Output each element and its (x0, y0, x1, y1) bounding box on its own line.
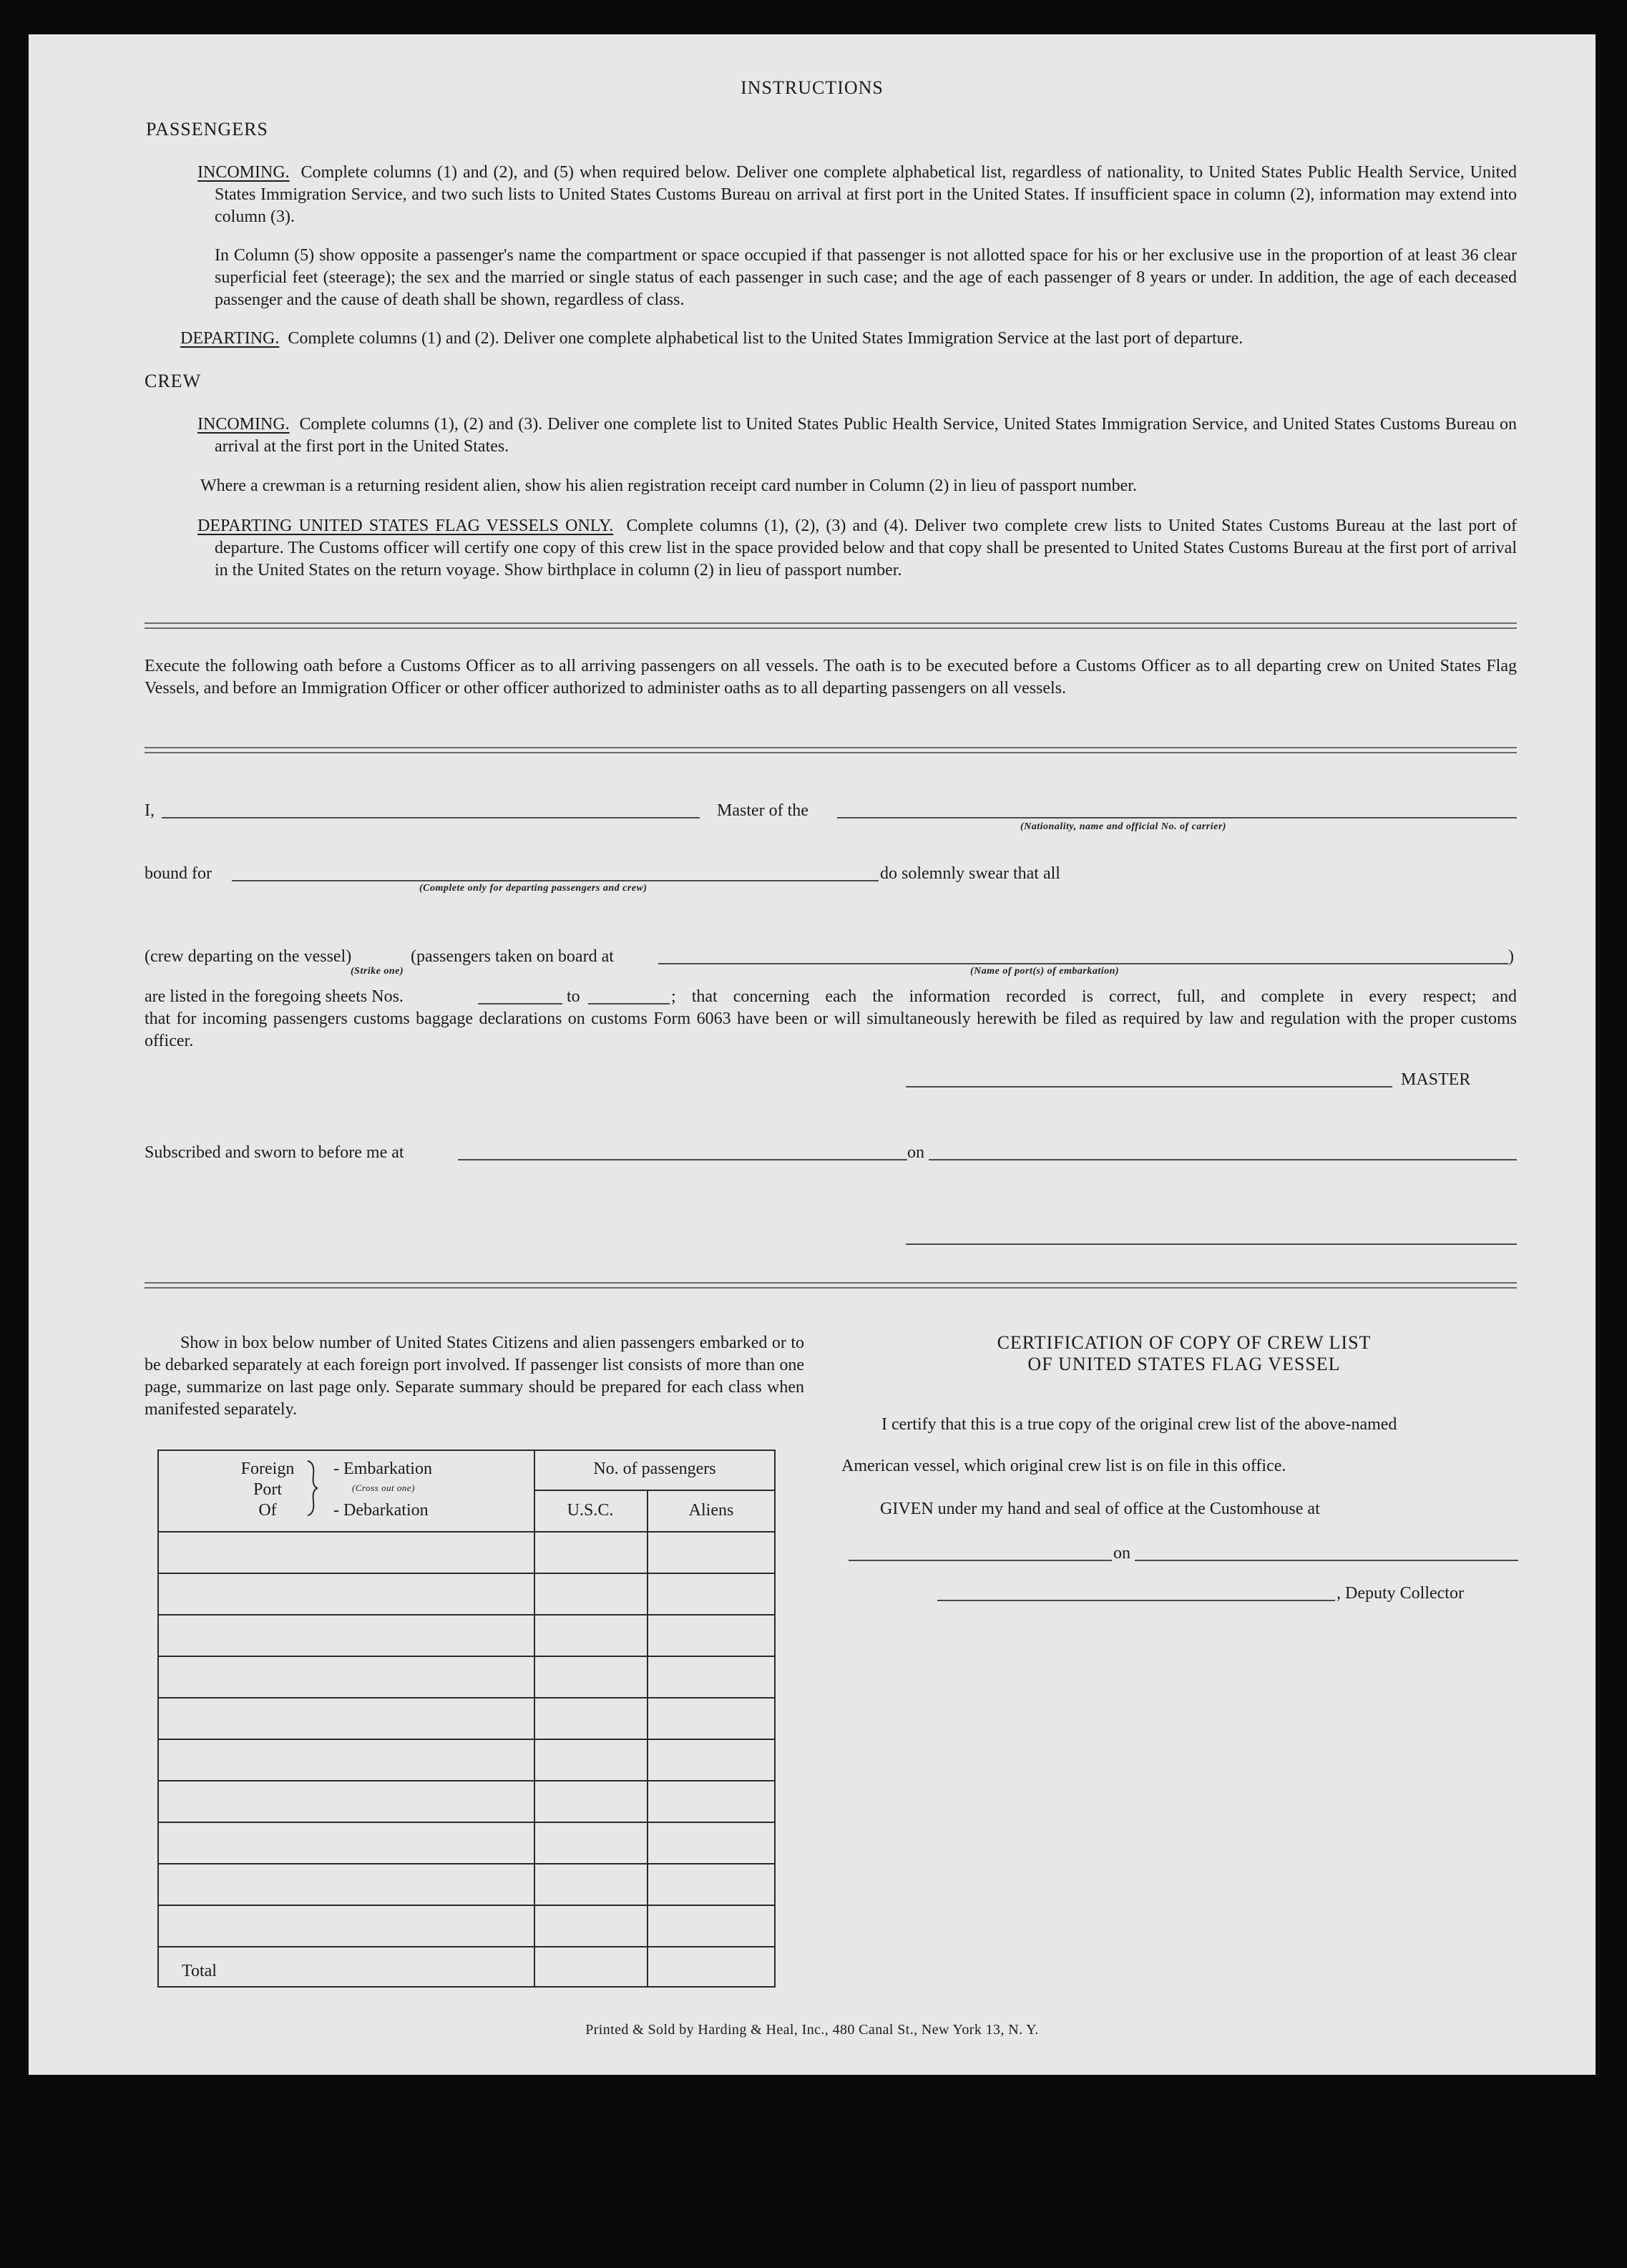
table-row-line (157, 1863, 776, 1864)
summary-divider (145, 1282, 1517, 1289)
table-row-line (157, 1905, 776, 1906)
listed-continued: that for incoming passengers customs baggage declarations on customs Form 6063 have been or will simultaneously herewith be filed as required by law and regulation with the proper customs officer. (145, 1010, 1517, 1050)
certify-text: I certify that this is a true copy of the original crew list of the above-named (881, 1415, 1397, 1434)
col-port-label: Port (253, 1480, 282, 1499)
bound-for-hint: (Complete only for departing passengers and crew) (419, 883, 648, 894)
ports-hint: (Name of port(s) of embarkation) (970, 966, 1120, 977)
master-signature-label: MASTER (1401, 1070, 1471, 1089)
strike-one-hint: (Strike one) (351, 966, 404, 977)
col-of-label: Of (258, 1501, 277, 1520)
embarkation-ports-field[interactable] (658, 963, 1508, 964)
listed-suffix: ; that concerning each the information recorded is correct, full, and complete in every respect; and (671, 987, 1517, 1006)
debarkation-option: - Debarkation (333, 1501, 429, 1520)
oath-i-label: I, (145, 801, 155, 820)
passengers-heading: PASSENGERS (146, 119, 268, 140)
subscribed-label: Subscribed and sworn to before me at (145, 1143, 404, 1162)
departing-us-text: Complete columns (1), (2), (3) and (4). Deliver two complete crew lists to United States Customs Bureau at the last port of departure. The Customs officer will certify one copy of this crew list in the space provided below and that copy shall be presented to United States Customs Bureau at the first port of arrival in the United States on the return voyage. Show birthplace in column (2) in lieu of passport number. (215, 517, 1517, 580)
instructions-title: INSTRUCTIONS (741, 77, 884, 98)
table-row-line (157, 1697, 776, 1698)
deputy-collector-label: , Deputy Collector (1337, 1584, 1464, 1603)
sworn-place-field[interactable] (458, 1159, 907, 1160)
passengers-taken-option: (passengers taken on board at (411, 947, 614, 966)
aliens-header: Aliens (688, 1501, 734, 1520)
crew-heading: CREW (145, 371, 202, 391)
sheet-to-field[interactable] (588, 1003, 670, 1005)
given-text: GIVEN under my hand and seal of office at the Customhouse at (880, 1500, 1320, 1518)
crew-incoming-text: Complete columns (1), (2) and (3). Deliver one complete list to United States Public Health Service, United States Immigration Service, and United States Customs Bureau on arrival at the first port in the United States. (215, 415, 1518, 456)
listed-prefix: are listed in the foregoing sheets Nos. (145, 987, 404, 1006)
master-name-field[interactable] (162, 817, 700, 818)
brace-icon (303, 1458, 325, 1518)
listed-to-label: to (567, 987, 580, 1006)
crew-incoming-label: INCOMING. (197, 415, 290, 434)
nationality-hint: (Nationality, name and official No. of carrier) (1020, 821, 1226, 832)
no-passengers-header: No. of passengers (593, 1460, 716, 1478)
sworn-date-field[interactable] (929, 1159, 1517, 1160)
printer-footer: Printed & Sold by Harding & Heal, Inc., 480 Canal St., New York 13, N. Y. (585, 2022, 1039, 2038)
master-of-label: Master of the (717, 801, 808, 820)
cross-out-hint: (Cross out one) (352, 1482, 415, 1493)
column5-paragraph: In Column (5) show opposite a passenger's name the compartment or space occupied if that passenger is not allotted space for his or her exclusive use in the proportion of at least 36 clear superficial feet (steerage); the sex and the married or single status of each passenger in such case; and the age of each passenger of 8 years or under. In addition, the age of each deceased passenger and the cause of death shall be shown, regardless of class. (215, 246, 1517, 309)
table-row-line (157, 1614, 776, 1616)
sheet-from-field[interactable] (478, 1003, 562, 1005)
table-row-line (157, 1946, 776, 1947)
incoming-text: Complete columns (1) and (2), and (5) when required below. Deliver one complete alphabetical list, regardless of nationality, to United States Public Health Service, United States Immigration Service, and two such lists to United States Customs Bureau on arrival at first port in the United States. If insufficient space in column (2), information may extend into column (3). (215, 163, 1518, 226)
total-label: Total (182, 1962, 217, 1980)
deputy-signature-field[interactable] (937, 1600, 1335, 1601)
table-row-line (157, 1656, 776, 1657)
col-foreign-label: Foreign (240, 1460, 295, 1478)
bound-for-field[interactable] (232, 880, 879, 881)
embarkation-option: - Embarkation (333, 1460, 432, 1478)
cert-date-field[interactable] (1135, 1560, 1518, 1561)
passengers-departing-paragraph (180, 328, 1517, 350)
departing-label: DEPARTING. (180, 329, 280, 348)
oath-divider (145, 747, 1517, 753)
crewman-paragraph: Where a crewman is a returning resident alien, show his alien registration receipt card number in Column (2) in lieu of passport number. (200, 476, 1137, 495)
incoming-label: INCOMING. (197, 163, 290, 182)
usc-header: U.S.C. (567, 1501, 614, 1520)
crew-departing-option: (crew departing on the vessel) (145, 947, 352, 966)
sworn-on-label: on (907, 1143, 924, 1162)
departing-text: Complete columns (1) and (2). Deliver one complete alphabetical list to the United States Immigration Service at the last port of departure. (288, 329, 1244, 348)
table-divider-ports (534, 1450, 535, 1988)
summary-instructions: Show in box below number of United States Citizens and alien passengers embarked or to be debarked separately at each foreign port involved. If passenger list consists of more than one page, summarize on last page only. Separate summary should be prepared for each class when manifested separately. (145, 1334, 804, 1419)
certification-title-1: CERTIFICATION OF COPY OF CREW LIST (997, 1332, 1372, 1353)
table-header-bottom (157, 1531, 776, 1533)
crew-incoming-paragraph (197, 414, 1517, 458)
solemnly-label: do solemnly swear that all (880, 864, 1060, 883)
form-page (29, 34, 1596, 2075)
section-divider (145, 622, 1517, 629)
oath-intro: Execute the following oath before a Customs Officer as to all arriving passengers on all vessels. The oath is to be executed before a Customs Officer as to all departing crew on United States Flag Vessels, and before an Immigration Officer or other officer authorized to administer oaths as to all departing passengers on all vessels. (145, 657, 1517, 698)
certification-title-2: OF UNITED STATES FLAG VESSEL (1027, 1354, 1341, 1374)
departing-us-label: DEPARTING UNITED STATES FLAG VESSELS ONLY. (197, 517, 614, 535)
table-row-line (157, 1780, 776, 1781)
table-header-split (534, 1490, 776, 1491)
master-signature-field[interactable] (906, 1086, 1392, 1087)
table-row-line (157, 1822, 776, 1823)
table-row-line (157, 1573, 776, 1574)
closing-paren: ) (1508, 947, 1514, 966)
officer-signature-field[interactable] (906, 1243, 1517, 1245)
table-row-line (157, 1739, 776, 1740)
cert-on-label: on (1113, 1544, 1130, 1563)
bound-for-label: bound for (145, 864, 212, 883)
vessel-field[interactable] (837, 817, 1517, 818)
passengers-incoming-paragraph (197, 162, 1517, 228)
american-vessel-text: American vessel, which original crew list is on file in this office. (841, 1457, 1286, 1475)
passenger-summary-table (157, 1450, 776, 1988)
departing-us-flag-paragraph (197, 515, 1517, 582)
customhouse-field[interactable] (849, 1560, 1112, 1561)
